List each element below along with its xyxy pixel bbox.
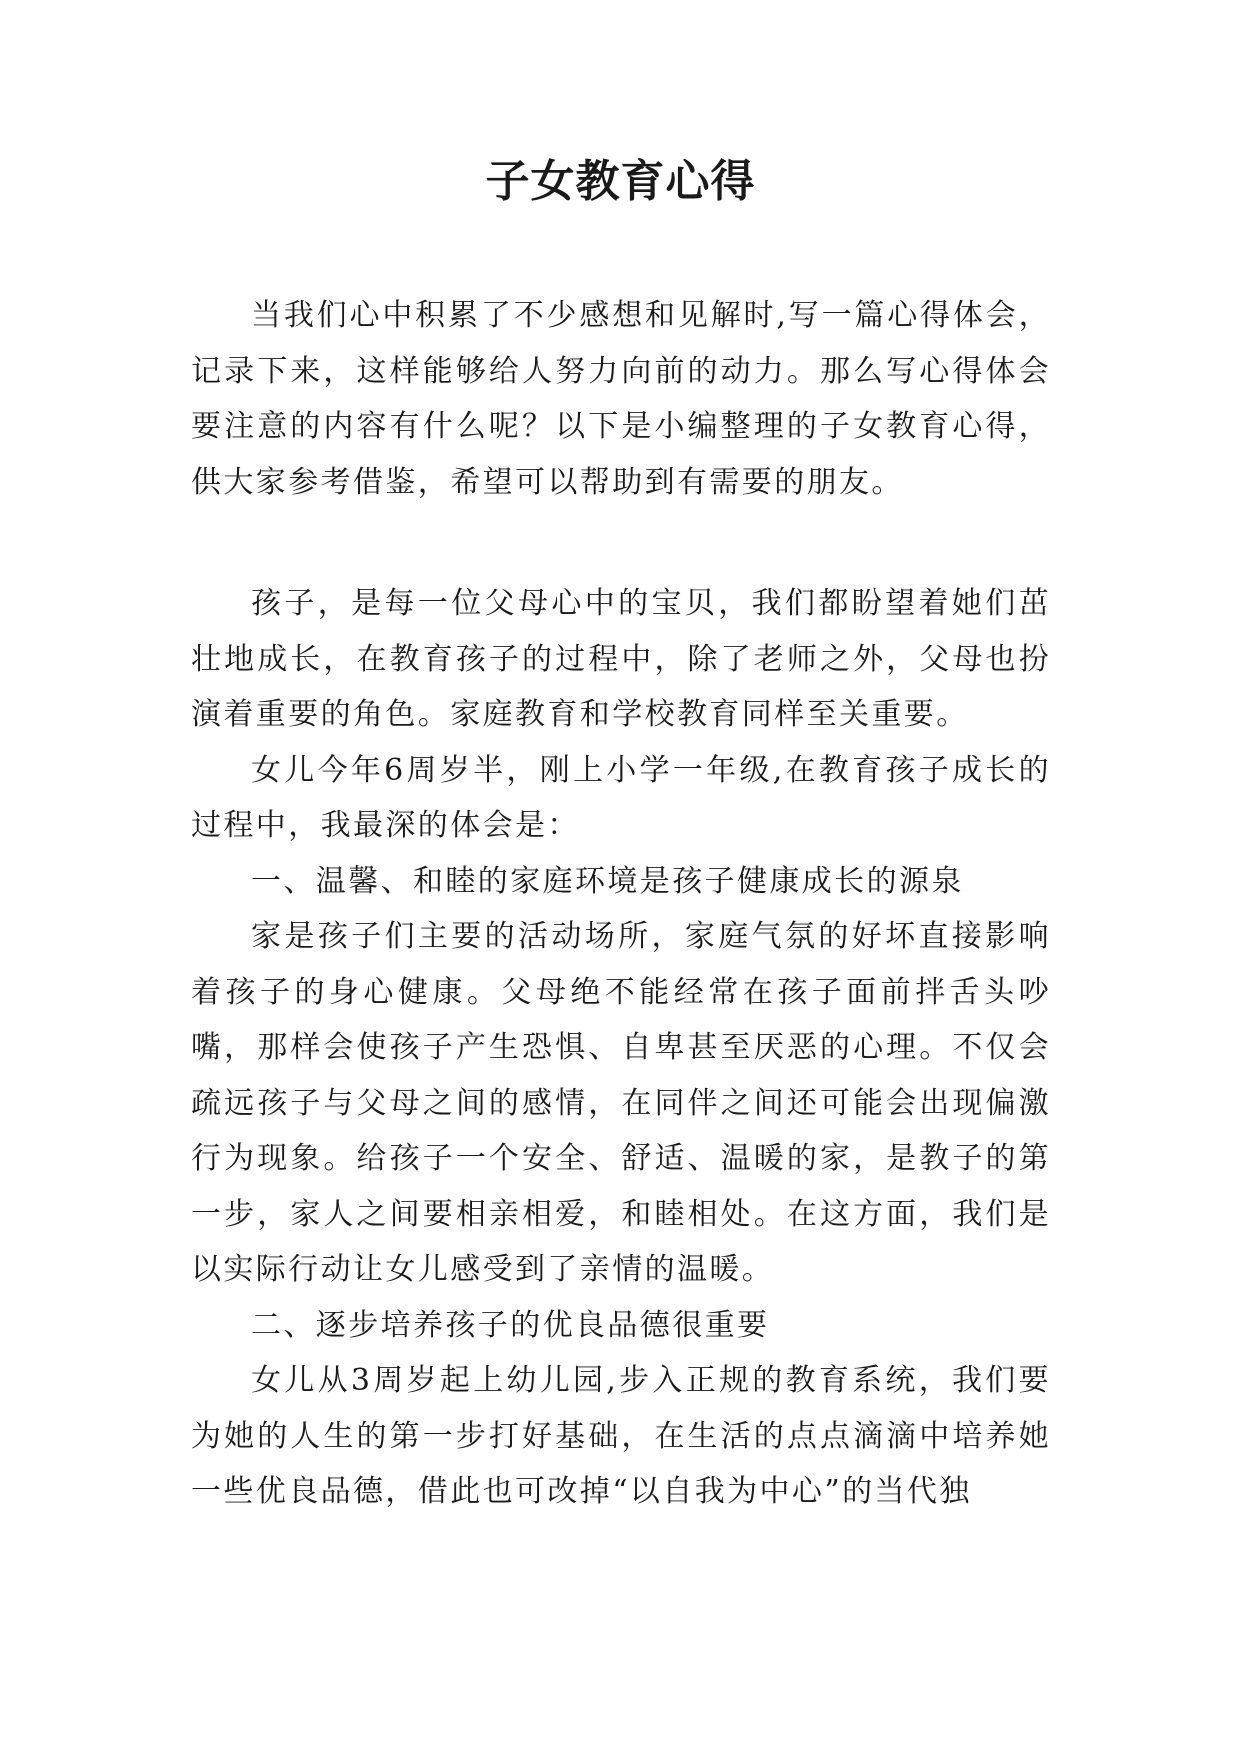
body-paragraph: 女儿从3周岁起上幼儿园,步入正规的教育系统，我们要为她的人生的第一步打好基础，在生活的点点滴滴中培养她一些优良品德，借此也可改掉“以自我为中心”的当代独 bbox=[191, 1363, 1051, 1509]
intro-paragraph: 当我们心中积累了不少感想和见解时,写一篇心得体会，记录下来，这样能够给人努力向前的动力。那么写心得体会要注意的内容有什么呢？以下是小编整理的子女教育心得，供大家参考借鉴，希望可以帮助到有需要的朋友。 bbox=[191, 298, 1051, 500]
document-body bbox=[191, 288, 1051, 1520]
section-heading: 二、逐步培养孩子的优良品德很重要 bbox=[251, 1307, 770, 1343]
document-title: 子女教育心得 bbox=[485, 156, 756, 207]
body-paragraph: 女儿今年6周岁半，刚上小学一年级,在教育孩子成长的过程中，我最深的体会是： bbox=[191, 752, 1051, 843]
body-paragraph: 孩子，是每一位父母心中的宝贝，我们都盼望着她们茁壮地成长，在教育孩子的过程中，除了老师之外，父母也扮演着重要的角色。家庭教育和学校教育同样至关重要。 bbox=[191, 586, 1051, 732]
section-heading: 一、温馨、和睦的家庭环境是孩子健康成长的源泉 bbox=[251, 863, 964, 899]
paragraph-gap bbox=[191, 510, 1051, 576]
body-paragraph: 家是孩子们主要的活动场所，家庭气氛的好坏直接影响着孩子的身心健康。父母绝不能经常在孩子面前拌舌头吵嘴，那样会使孩子产生恐惧、自卑甚至厌恶的心理。不仅会疏远孩子与父母之间的感情，在同伴之间还可能会出现偏激行为现象。给孩子一个安全、舒适、温暖的家，是教子的第一步，家人之间要相亲相爱，和睦相处。在这方面，我们是以实际行动让女儿感受到了亲情的温暖。 bbox=[191, 919, 1051, 1287]
